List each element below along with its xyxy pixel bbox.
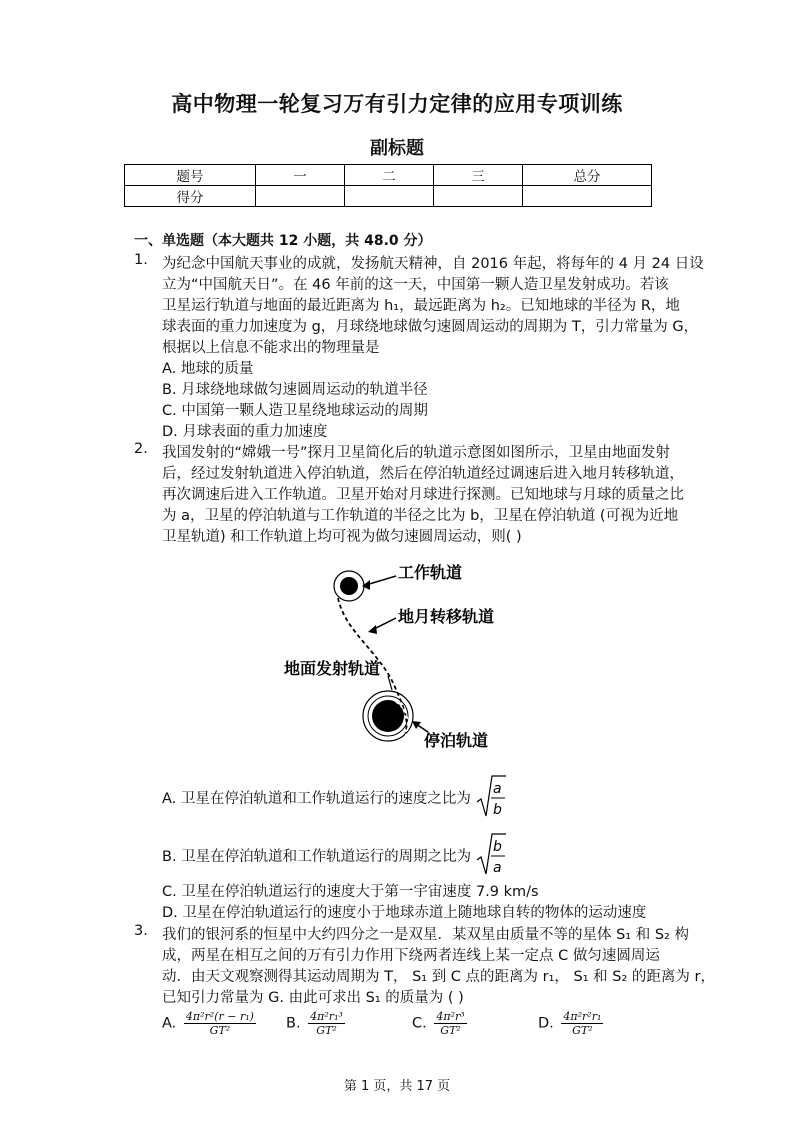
earth-icon: [372, 700, 404, 732]
question-text-line: 我国发射的“嫦娥一号”探月卫星简化后的轨道示意图如图所示，卫星由地面发射: [162, 445, 671, 461]
sqrt-fraction: [476, 832, 506, 878]
arrow-head-icon: [368, 625, 377, 634]
page-subtitle: 副标题: [370, 138, 424, 159]
option-d: [538, 1010, 606, 1037]
fraction-denominator: GT²: [316, 1024, 337, 1037]
fraction-denominator: GT²: [572, 1024, 593, 1037]
fraction-denominator: GT²: [209, 1024, 231, 1037]
option-d: D. 月球表面的重力加速度: [162, 424, 328, 440]
question-number: 2.: [134, 441, 148, 457]
option-b: B. 月球绕地球做匀速圆周运动的轨道半径: [162, 382, 428, 398]
score-cell: [345, 186, 434, 207]
option-label: C.: [412, 1015, 427, 1032]
moon-icon: [340, 577, 358, 595]
question-text-line: 卫星轨道) 和工作轨道上均可视为做匀速圆周运动，则( ): [162, 529, 522, 545]
score-cell: [434, 186, 523, 207]
option-label: A.: [162, 1015, 177, 1032]
question-text-line: 立为“中国航天日”。在 46 年前的这一天，中国第一颗人造卫星发射成功。若该: [162, 277, 669, 293]
option-a: [162, 776, 506, 822]
question-text-line: 为 a，卫星的停泊轨道与工作轨道的半径之比为 b，卫星在停泊轨道 (可视为近地: [162, 508, 679, 524]
fraction-denominator: a: [492, 860, 502, 876]
sqrt-fraction: [476, 774, 506, 820]
fraction-numerator: 4π²r₁³: [310, 1010, 343, 1023]
score-table-header-row: [125, 165, 652, 186]
score-cell: 题号: [125, 165, 256, 186]
option-c: [412, 1010, 470, 1037]
work-label-arrow: [366, 576, 396, 585]
formula-fraction: [308, 1010, 345, 1037]
fraction-numerator: 4π²r²(r − r₁): [185, 1010, 254, 1023]
label-launch-orbit: 地面发射轨道: [284, 659, 381, 678]
sqrt-sign-icon: [476, 832, 506, 878]
page-footer: 第 1 页，共 17 页: [343, 1079, 451, 1094]
question-text-line: 动．由天文观察测得其运动周期为 T， S₁ 到 C 点的距离为 r₁， S₁ 和 S₂ 的距离为 r，: [162, 969, 715, 985]
arrow-head-icon: [412, 721, 421, 729]
question-text-line: 根据以上信息不能求出的物理量是: [162, 340, 380, 356]
section-heading: [134, 230, 432, 250]
sqrt-sign-icon: [476, 774, 506, 820]
option-b: [162, 834, 506, 880]
option-b-text: B. 卫星在停泊轨道和工作轨道运行的周期之比为: [162, 849, 472, 865]
fraction-denominator: GT²: [440, 1024, 461, 1037]
option-a-text: A. 卫星在停泊轨道和工作轨道运行的速度之比为: [162, 791, 471, 807]
score-cell: 总分: [523, 165, 652, 186]
option-b: [286, 1010, 348, 1037]
score-table-score-row: [125, 186, 652, 207]
score-cell: 得分: [125, 186, 256, 207]
score-table: [124, 164, 652, 207]
option-a: A. 地球的质量: [162, 361, 254, 377]
formula-fraction: [184, 1010, 256, 1037]
section-label: 一、单选题: [134, 233, 204, 249]
score-cell: 二: [345, 165, 434, 186]
orbit-diagram: [284, 552, 540, 757]
label-parking-orbit: 停泊轨道: [424, 731, 489, 750]
option-d: D. 卫星在停泊轨道运行的速度小于地球赤道上随地球自转的物体的运动速度: [162, 905, 647, 921]
question-text-line: 卫星运行轨道与地面的最近距离为 h₁，最远距离为 h₂。已知地球的半径为 R，地: [162, 298, 680, 314]
fraction-numerator: 4π²r²r₁: [563, 1010, 602, 1023]
fraction-denominator: b: [492, 802, 502, 818]
question-text-line: 成，两星在相互之间的万有引力作用下绕两者连线上某一定点 C 做匀速圆周运: [162, 948, 660, 964]
option-label: B.: [286, 1015, 301, 1032]
question-number: 1.: [134, 252, 148, 268]
option-label: D.: [538, 1015, 554, 1032]
score-cell: [256, 186, 345, 207]
option-c: C. 卫星在停泊轨道运行的速度大于第一宇宙速度 7.9 km/s: [162, 884, 539, 900]
label-transfer-orbit: 地月转移轨道: [398, 607, 495, 626]
formula-fraction: [561, 1010, 603, 1037]
score-cell: 一: [256, 165, 345, 186]
question-text-line: 已知引力常量为 G. 由此可求出 S₁ 的质量为 ( ): [162, 990, 464, 1006]
score-cell: 三: [434, 165, 523, 186]
question-text-line: 为纪念中国航天事业的成就，发扬航天精神，自 2016 年起，将每年的 4 月 24 日设: [162, 256, 704, 272]
page-title: 高中物理一轮复习万有引力定律的应用专项训练: [171, 92, 623, 116]
question-text-line: 后，经过发射轨道进入停泊轨道，然后在停泊轨道经过调速后进入地月转移轨道，: [162, 466, 684, 482]
fraction-numerator: 4π²r³: [436, 1010, 465, 1023]
score-cell: [523, 186, 652, 207]
question-text-line: 球表面的重力加速度为 g，月球绕地球做匀速圆周运动的周期为 T，引力常量为 G，: [162, 319, 699, 335]
fraction-numerator: b: [492, 839, 502, 855]
launch-label-arrow: [388, 676, 392, 690]
section-note: （本大题共 12 小题，共 48.0 分）: [204, 233, 432, 249]
label-work-orbit: 工作轨道: [398, 563, 463, 582]
fraction-numerator: a: [492, 781, 502, 797]
question-number: 3.: [134, 923, 148, 939]
option-a: [162, 1010, 259, 1037]
option-c: C. 中国第一颗人造卫星绕地球运动的周期: [162, 403, 428, 419]
question-text-line: 再次调速后进入工作轨道。卫星开始对月球进行探测。已知地球与月球的质量之比: [162, 487, 684, 503]
question-text-line: 我们的银河系的恒星中大约四分之一是双星．某双星由质量不等的星体 S₁ 和 S₂ 构: [162, 927, 689, 943]
formula-fraction: [434, 1010, 466, 1037]
